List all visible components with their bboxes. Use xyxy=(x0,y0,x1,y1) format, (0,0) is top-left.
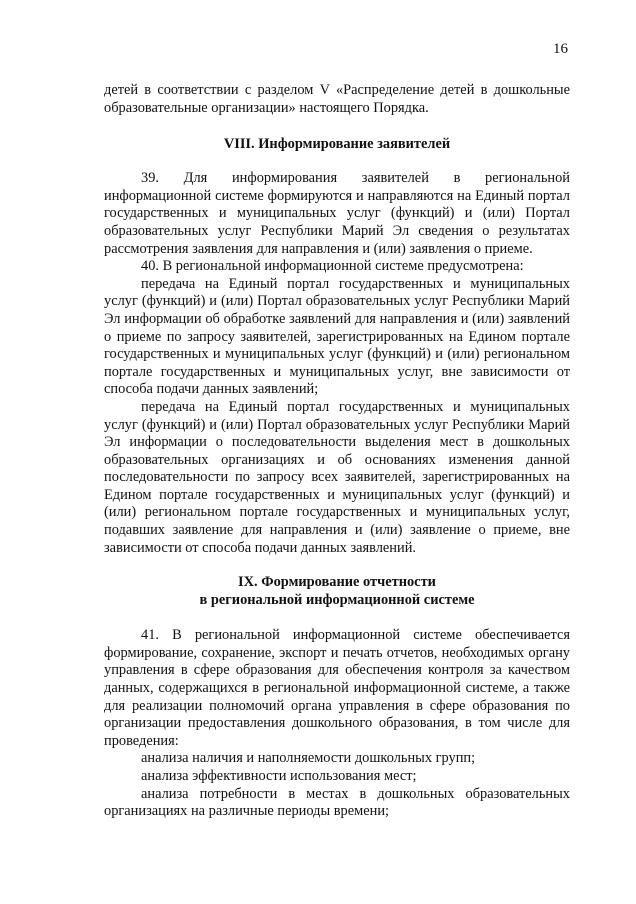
intro-paragraph: детей в соответствии с разделом V «Распределение детей в дошкольные образовательные организации» настоящего Порядка. xyxy=(104,82,570,116)
paragraph-41-item-3: анализа потребности в местах в дошкольных образовательных организациях на различные периоды времени; xyxy=(104,785,570,820)
paragraph-41: 41. В региональной информационной системе обеспечивается формирование, сохранение, экспорт и печать отчетов, необходимых органу управления в сфере образования для обеспечения контроля за качеством данных, содержащихся в региональной информационной системе, а также для реализации полномочий органа управления в сфере образования по организации предоставления дошкольного образования, в том числе для проведения: xyxy=(104,627,570,749)
paragraph-41-item-2: анализа эффективности использования мест; xyxy=(141,768,417,784)
paragraph-40: 40. В региональной информационной системе предусмотрена: xyxy=(141,258,524,275)
paragraph-39: 39. Для информирования заявителей в региональной информационной системе формируются и направляются на Единый портал государственных и муниципальных услуг (функций) и (или) Портал образовательных услуг Республики Марий Эл сведения о результатах рассмотрения заявления для направления и (или) заявления о приеме. xyxy=(104,170,570,257)
paragraph-41-item-1: анализа наличия и наполняемости дошкольных групп; xyxy=(141,750,476,767)
section-8-title: VIII. Информирование заявителей xyxy=(223,136,451,153)
page-content xyxy=(104,82,570,821)
section-9-title-line-2: в региональной информационной системе xyxy=(199,592,475,609)
section-9-title xyxy=(104,573,570,609)
paragraph-40-item-2: передача на Единый портал государственных и муниципальных услуг (функций) и (или) Портал образовательных услуг Республики Марий Эл информации о последовательности выделения мест в дошкольных образовательных организациях и об основаниях изменения данной последовательности по запросу всех заявителей, зарегистрированных на Едином портале государственных и муниципальных услуг (функций) и (или) региональном портале государственных и муниципальных услуг, подавших заявление для направления и (или) заявление о приеме, вне зависимости от способа подачи данных заявлений. xyxy=(104,398,570,556)
page-number: 16 xyxy=(553,41,568,57)
paragraph-40-item-1: передача на Единый портал государственных и муниципальных услуг (функций) и (или) Портал образовательных услуг Республики Марий Эл информации об обработке заявлений для направления и (или) заявлений о приеме по запросу заявителей, зарегистрированных на Едином портале государственных и муниципальных услуг (функций) и (или) региональном портале государственных и муниципальных услуг, вне зависимости от способа подачи данных заявлений; xyxy=(104,275,570,398)
section-9-title-line-1: IX. Формирование отчетности xyxy=(238,574,436,591)
